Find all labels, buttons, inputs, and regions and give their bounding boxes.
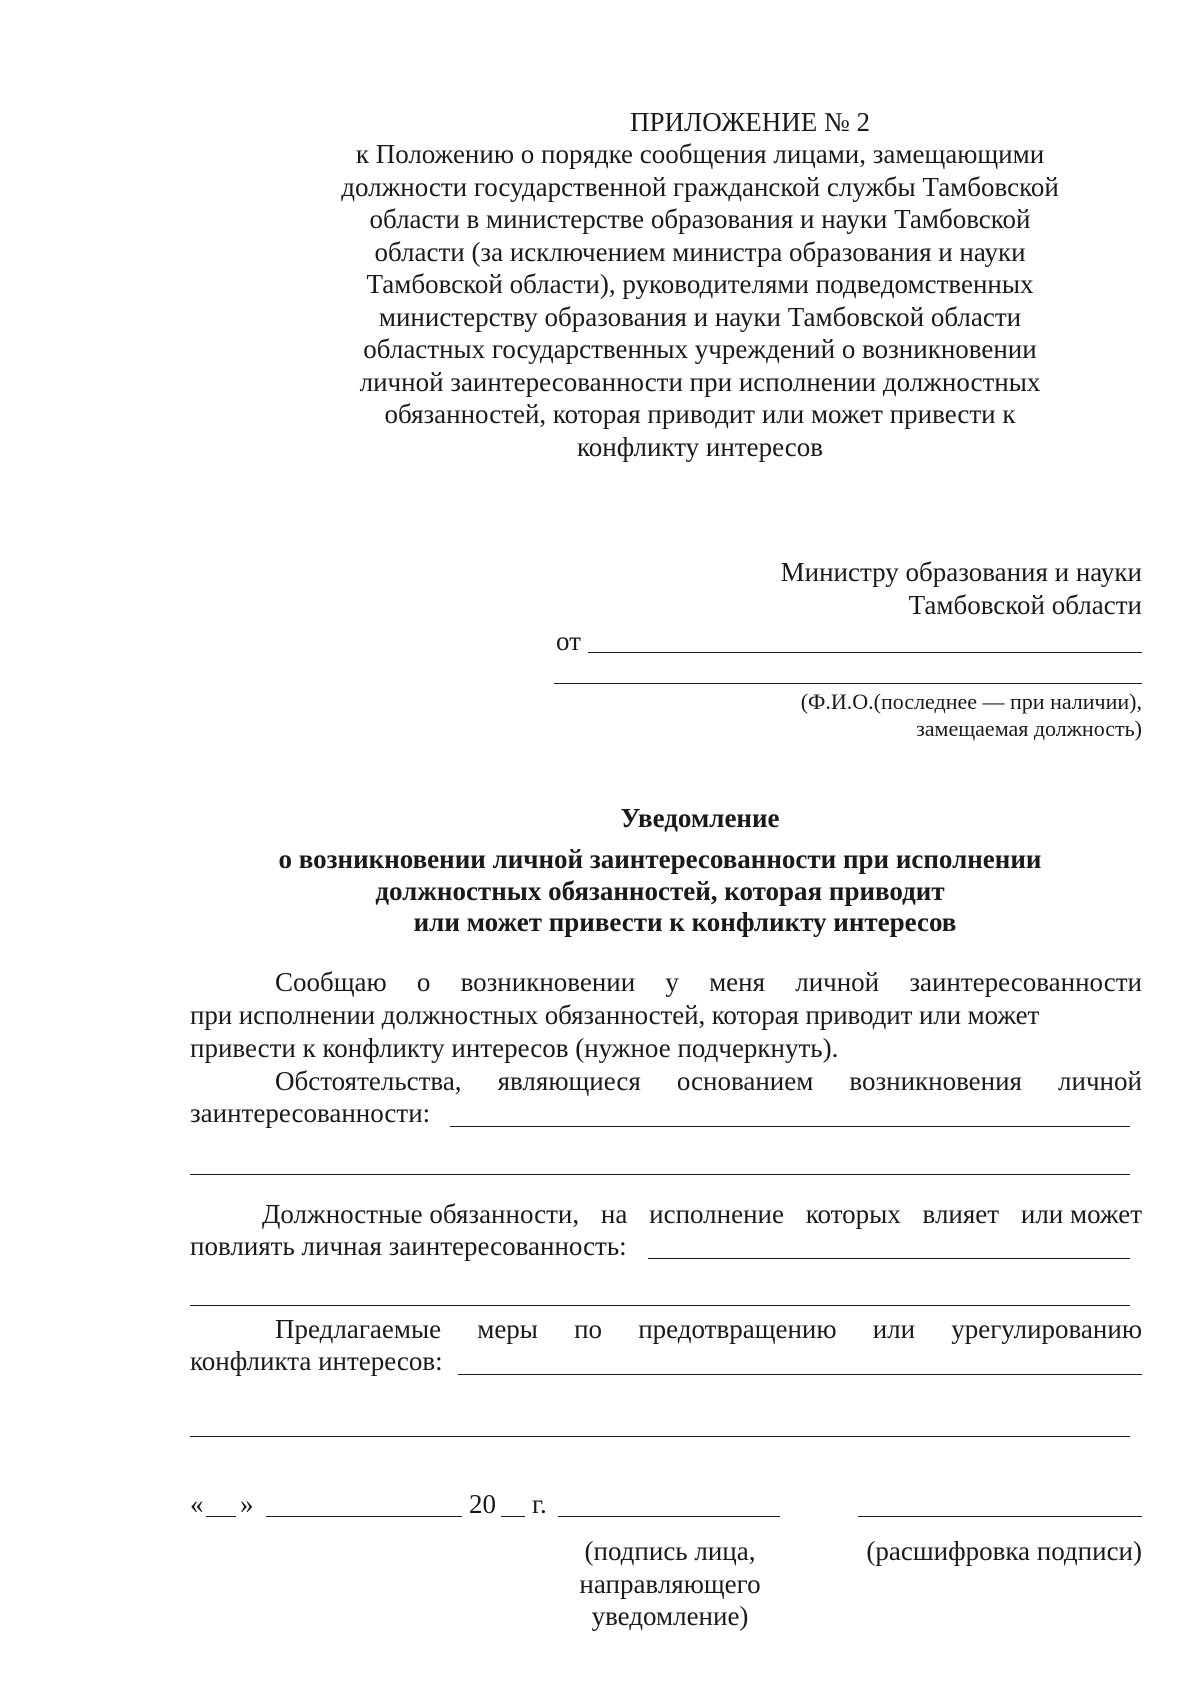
p2-word: Обстоятельства,	[275, 1066, 462, 1096]
date-day-field[interactable]	[206, 1516, 236, 1517]
p2-word: возникновения	[849, 1066, 1022, 1096]
date-quote-close: »	[240, 1489, 254, 1519]
signature-caption-line: уведомление)	[591, 1601, 749, 1631]
addressee-caption-2: замещаемая должность)	[916, 716, 1142, 741]
signature-caption-line: (подпись лица,	[584, 1536, 756, 1566]
from-label: от	[556, 626, 581, 656]
appendix-line: областных государственных учреждений о возникновении	[363, 334, 1037, 364]
appendix-line: области в министерстве образования и науки Тамбовской	[369, 204, 1031, 234]
p2-word: являющиеся	[497, 1066, 641, 1096]
addressee-line-2: Тамбовской области	[908, 590, 1142, 620]
p1-word: Сообщаю	[275, 967, 387, 997]
p1-word: возникновении	[460, 967, 636, 997]
p3-word: которых	[805, 1199, 901, 1229]
paragraph-3-line-1	[262, 1198, 1142, 1231]
p3-word: или может	[1020, 1199, 1142, 1229]
date-year-suffix: г.	[532, 1489, 547, 1519]
duties-label: повлиять личная заинтересованность:	[190, 1231, 627, 1261]
p3-word: Должностные обязанности,	[262, 1199, 580, 1229]
signature-caption	[540, 1535, 800, 1633]
p2-word: личной	[1058, 1066, 1142, 1096]
p2-word: основанием	[676, 1066, 814, 1096]
p1-word: у	[665, 967, 679, 997]
circumstances-field-extra[interactable]	[190, 1174, 1130, 1175]
p4-word: меры	[477, 1314, 538, 1344]
paragraph-1-line-3: привести к конфликту интересов (нужное подчеркнуть).	[190, 1033, 839, 1063]
date-year-prefix: 20	[469, 1489, 496, 1519]
appendix-line: к Положению о порядке сообщения лицами, замещающими	[355, 139, 1045, 169]
p1-word: личной	[795, 967, 880, 997]
appendix-line: области (за исключением министра образования и науки	[374, 236, 1026, 267]
date-year-field[interactable]	[501, 1516, 525, 1517]
appendix-line: министерству образования и науки Тамбовской области	[378, 301, 1022, 332]
measures-label: конфликта интересов:	[190, 1346, 443, 1376]
appendix-title: ПРИЛОЖЕНИЕ № 2	[629, 107, 871, 137]
duties-field[interactable]	[648, 1258, 1130, 1259]
notice-subtitle-1: о возникновении личной заинтересованности при исполнении	[278, 844, 1042, 874]
measures-field[interactable]	[458, 1374, 1142, 1375]
p4-word: или	[872, 1314, 916, 1344]
p1-word: о	[416, 967, 431, 997]
circumstances-label: заинтересованности:	[190, 1098, 431, 1128]
p3-word: исполнение	[649, 1199, 784, 1229]
p4-word: урегулированию	[951, 1314, 1142, 1344]
appendix-line: должности государственной гражданской службы Тамбовской	[341, 171, 1059, 202]
p1-word: меня	[709, 967, 766, 997]
appendix-line: конфликту интересов	[577, 431, 823, 462]
appendix-line: личной заинтересованности при исполнении должностных	[359, 366, 1041, 397]
signature-decode-field[interactable]	[858, 1516, 1142, 1517]
paragraph-1-line-1	[275, 966, 1142, 999]
duties-field-extra[interactable]	[190, 1305, 1130, 1306]
date-month-field[interactable]	[266, 1516, 462, 1517]
p3-word: на	[600, 1199, 628, 1229]
paragraph-2-line-1	[275, 1065, 1142, 1098]
paragraph-1-line-2: при исполнении должностных обязанностей, которая приводит или может	[190, 1000, 1040, 1030]
p4-word: предотвращению	[638, 1314, 837, 1344]
p4-word: Предлагаемые	[275, 1314, 442, 1344]
appendix-line: обязанностей, которая приводит или может привести к	[384, 399, 1016, 429]
circumstances-field[interactable]	[450, 1126, 1130, 1127]
notice-title: Уведомление	[620, 803, 780, 833]
addressee-line-1: Министру образования и науки	[780, 557, 1142, 587]
measures-field-extra[interactable]	[190, 1436, 1130, 1437]
signature-caption-line: направляющего	[579, 1568, 761, 1599]
notice-subtitle-3: или может привести к конфликту интересов	[413, 907, 957, 937]
from-position-field[interactable]	[554, 683, 1142, 684]
addressee-caption-1: (Ф.И.О.(последнее — при наличии),	[800, 689, 1142, 714]
p3-word: влияет	[922, 1199, 1000, 1229]
appendix-description	[340, 138, 1060, 463]
p1-word: заинтересованности	[909, 967, 1142, 997]
from-name-field[interactable]	[588, 652, 1142, 653]
signature-field[interactable]	[558, 1516, 780, 1517]
notice-subtitle-2: должностных обязанностей, которая приводит	[375, 876, 945, 906]
paragraph-4-line-1	[275, 1313, 1142, 1346]
decode-caption: (расшифровка подписи)	[866, 1536, 1142, 1566]
p4-word: по	[574, 1314, 603, 1344]
appendix-line: Тамбовской области), руководителями подведомственных	[366, 269, 1034, 299]
date-quote-open: «	[190, 1489, 204, 1519]
